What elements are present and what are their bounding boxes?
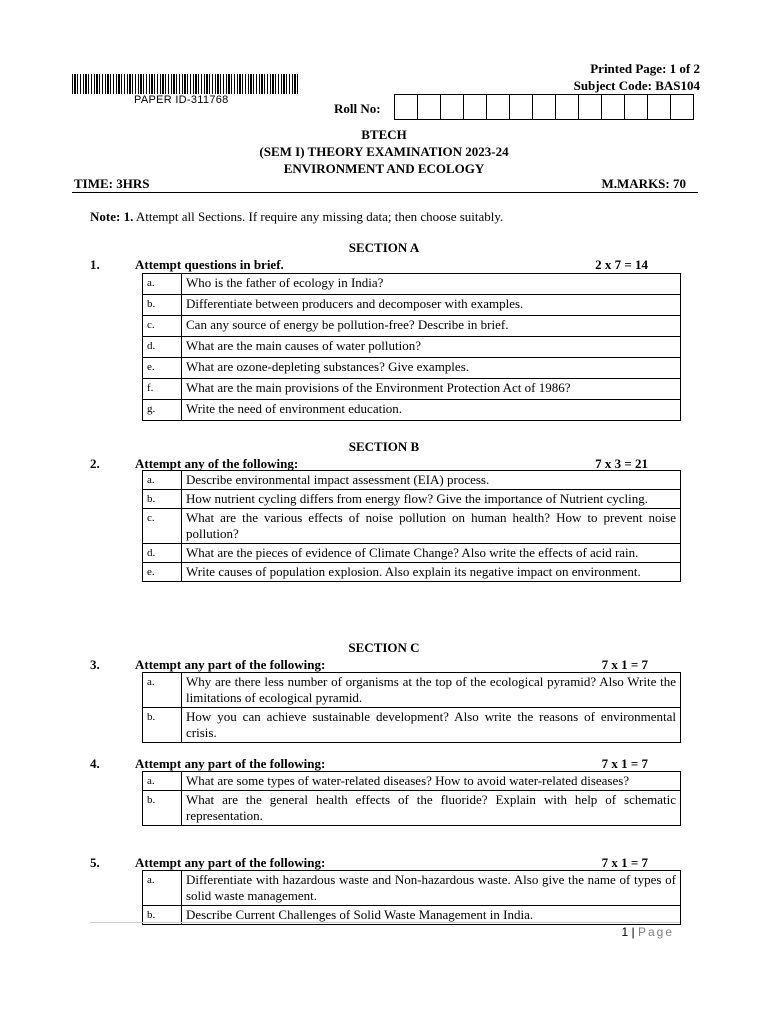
roll-no-box: [556, 94, 579, 120]
item-text: How you can achieve sustainable development? Also write the reasons of environmental crisis.: [182, 708, 681, 743]
item-label: b.: [143, 791, 182, 826]
question-instruction: Attempt any part of the following:: [135, 756, 326, 771]
item-text: What are the various effects of noise pollution on human health? How to prevent noise pollution?: [182, 509, 681, 544]
question-marks: 7 x 1 = 7: [601, 855, 648, 870]
question-5-table: [142, 870, 681, 925]
table-row: [143, 358, 681, 379]
roll-no-box: [579, 94, 602, 120]
item-text: Can any source of energy be pollution-free? Describe in brief.: [182, 316, 681, 337]
item-text: Describe Current Challenges of Solid Waste Management in India.: [182, 906, 681, 925]
page-word: Page: [637, 925, 674, 939]
section-b-title: SECTION B: [348, 439, 420, 454]
section-a-table: [142, 273, 681, 421]
note-label: Note: 1.: [90, 209, 134, 224]
item-label: a.: [143, 274, 182, 295]
item-text: Write causes of population explosion. Also explain its negative impact on environment.: [182, 563, 681, 582]
question-instruction: Attempt any part of the following:: [135, 657, 326, 672]
item-label: a.: [143, 871, 182, 906]
barcode: [72, 74, 298, 94]
roll-no-box: [625, 94, 648, 120]
item-text: What are the main causes of water pollution?: [182, 337, 681, 358]
table-row: [143, 791, 681, 826]
roll-no-boxes: [394, 94, 694, 120]
question-1-header: [90, 257, 650, 273]
item-label: d.: [143, 544, 182, 563]
question-instruction: Attempt any of the following:: [135, 456, 299, 471]
roll-no-box: [487, 94, 510, 120]
roll-no-box: [510, 94, 533, 120]
item-label: b.: [143, 295, 182, 316]
question-5-header: [90, 855, 650, 871]
table-row: [143, 379, 681, 400]
table-row: [143, 509, 681, 544]
item-text: What are ozone-depleting substances? Give examples.: [182, 358, 681, 379]
table-row: [143, 316, 681, 337]
table-row: [143, 871, 681, 906]
footer-divider: [90, 922, 680, 923]
item-label: a.: [143, 471, 182, 490]
question-number: 1.: [90, 257, 100, 272]
question-number: 4.: [90, 756, 100, 771]
question-marks: 7 x 1 = 7: [601, 657, 648, 672]
section-a-title: SECTION A: [348, 240, 420, 255]
roll-no-box: [418, 94, 441, 120]
table-row: [143, 673, 681, 708]
roll-no-box: [602, 94, 625, 120]
item-label: e.: [143, 563, 182, 582]
item-label: b.: [143, 906, 182, 925]
roll-no-box: [395, 94, 418, 120]
table-row: [143, 274, 681, 295]
section-c-title: SECTION C: [348, 640, 420, 655]
item-text: Differentiate between producers and decomposer with examples.: [182, 295, 681, 316]
item-label: f.: [143, 379, 182, 400]
question-3-table: [142, 672, 681, 743]
question-number: 2.: [90, 456, 100, 471]
item-label: c.: [143, 509, 182, 544]
table-row: [143, 400, 681, 421]
question-4-table: [142, 771, 681, 826]
section-b-table: [142, 470, 681, 582]
question-number: 3.: [90, 657, 100, 672]
table-row: [143, 772, 681, 791]
item-text: What are the pieces of evidence of Climate Change? Also write the effects of acid rain.: [182, 544, 681, 563]
table-row: [143, 708, 681, 743]
subject-title: ENVIRONMENT AND ECOLOGY: [283, 161, 485, 176]
item-text: Why are there less number of organisms at the top of the ecological pyramid? Also Write the limitations of ecological pyramid.: [182, 673, 681, 708]
note: [90, 209, 503, 225]
question-3-header: [90, 657, 650, 673]
table-row: [143, 490, 681, 509]
item-text: How nutrient cycling differs from energy flow? Give the importance of Nutrient cycling.: [182, 490, 681, 509]
roll-no-box: [533, 94, 556, 120]
item-label: c.: [143, 316, 182, 337]
question-marks: 7 x 3 = 21: [595, 456, 648, 471]
question-instruction: Attempt any part of the following:: [135, 855, 326, 870]
item-text: Who is the father of ecology in India?: [182, 274, 681, 295]
exam-title: (SEM I) THEORY EXAMINATION 2023-24: [259, 144, 509, 159]
table-row: [143, 544, 681, 563]
item-label: b.: [143, 708, 182, 743]
roll-no-box: [648, 94, 671, 120]
item-text: What are the main provisions of the Environment Protection Act of 1986?: [182, 379, 681, 400]
roll-no-box: [671, 94, 694, 120]
table-row: [143, 295, 681, 316]
exam-degree: BTECH: [361, 127, 407, 142]
question-marks: 2 x 7 = 14: [595, 257, 648, 272]
item-label: g.: [143, 400, 182, 421]
roll-no-label: Roll No:: [334, 101, 381, 116]
time-marks-bar: [72, 176, 698, 193]
item-label: a.: [143, 772, 182, 791]
question-number: 5.: [90, 855, 100, 870]
roll-no-box: [441, 94, 464, 120]
printed-info: [574, 60, 700, 94]
printed-page: Printed Page: 1 of 2: [590, 61, 700, 76]
item-label: e.: [143, 358, 182, 379]
item-text: Write the need of environment education.: [182, 400, 681, 421]
item-text: Differentiate with hazardous waste and Non-hazardous waste. Also give the name of types of solid waste management.: [182, 871, 681, 906]
item-label: a.: [143, 673, 182, 708]
item-text: What are the general health effects of the fluoride? Explain with help of schematic representation.: [182, 791, 681, 826]
page-number: [622, 925, 675, 939]
item-label: d.: [143, 337, 182, 358]
note-text: Attempt all Sections. If require any missing data; then choose suitably.: [135, 209, 504, 224]
question-4-header: [90, 756, 650, 772]
table-row: [143, 563, 681, 582]
page-number-value: 1 |: [621, 925, 638, 939]
roll-no-box: [464, 94, 487, 120]
table-row: [143, 337, 681, 358]
item-label: b.: [143, 490, 182, 509]
time-label: TIME: 3HRS: [74, 176, 150, 191]
question-marks: 7 x 1 = 7: [601, 756, 648, 771]
question-instruction: Attempt questions in brief.: [135, 257, 284, 272]
table-row: [143, 471, 681, 490]
paper-id: PAPER ID-311768: [134, 94, 229, 106]
max-marks-label: M.MARKS: 70: [601, 176, 686, 191]
subject-code: Subject Code: BAS104: [573, 78, 700, 93]
item-text: Describe environmental impact assessment (EIA) process.: [182, 471, 681, 490]
item-text: What are some types of water-related diseases? How to avoid water-related diseases?: [182, 772, 681, 791]
